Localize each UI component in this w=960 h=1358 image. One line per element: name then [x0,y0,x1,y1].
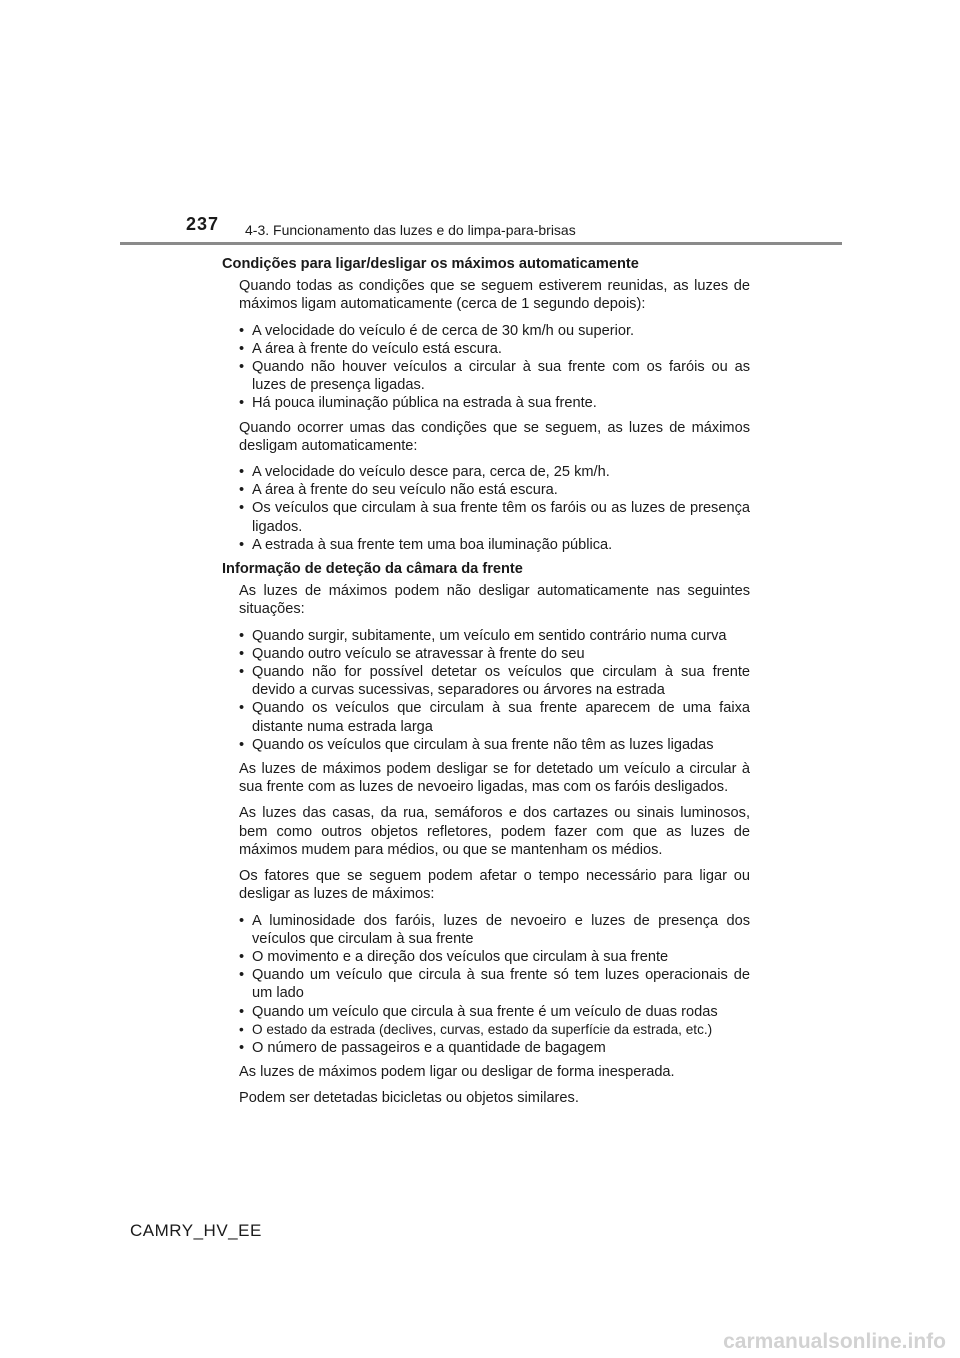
list-item: • O número de passageiros e a quantidade de bagagem [239,1039,750,1057]
list-item: • A área à frente do veículo está escura. [239,340,750,358]
bullet-list [239,912,750,1058]
section-auto-high-beam-conditions [222,255,750,554]
paragraph: Quando ocorrer umas das condições que se seguem, as luzes de máximos desligam automaticamente: [239,419,750,454]
paragraph: As luzes de máximos podem desligar se for detetado um veículo a circular à sua frente com as luzes de nevoeiro ligadas, mas com os faróis desligados. [239,761,750,796]
list-item: • Quando não for possível detetar os veículos que circulam à sua frente devido a curvas sucessivas, separadores ou árvores na estrada [239,663,750,699]
paragraph: Os fatores que se seguem podem afetar o tempo necessário para ligar ou desligar as luzes de máximos: [239,868,750,903]
list-item: • A estrada à sua frente tem uma boa iluminação pública. [239,536,750,554]
paragraph: Podem ser detetadas bicicletas ou objetos similares. [239,1090,579,1107]
bullet-list [239,463,750,554]
model-code: CAMRY_HV_EE [130,1221,262,1240]
header-rule [120,242,842,245]
list-item: • Há pouca iluminação pública na estrada à sua frente. [239,394,750,412]
list-item: • Quando os veículos que circulam à sua frente não têm as luzes ligadas [239,736,750,754]
list-item: • A velocidade do veículo desce para, cerca de, 25 km/h. [239,463,750,481]
list-item: • Os veículos que circulam à sua frente têm os faróis ou as luzes de presença ligados. [239,499,750,535]
list-item: • O movimento e a direção dos veículos que circulam à sua frente [239,948,750,966]
list-item: • Quando outro veículo se atravessar à frente do seu [239,645,750,663]
section-title: Condições para ligar/desligar os máximos automaticamente [222,256,639,272]
list-item: • O estado da estrada (declives, curvas, estado da superfície da estrada, etc.) [239,1021,750,1039]
list-item: • A velocidade do veículo é de cerca de 30 km/h ou superior. [239,322,750,340]
list-item: • Quando não houver veículos a circular à sua frente com os faróis ou as luzes de presença ligadas. [239,358,750,394]
list-item: • Quando surgir, subitamente, um veículo em sentido contrário numa curva [239,627,750,645]
paragraph: As luzes de máximos podem ligar ou desligar de forma inesperada. [239,1064,675,1081]
paragraph: Quando todas as condições que se seguem estiverem reunidas, as luzes de máximos ligam automaticamente (cerca de 1 segundo depois): [239,278,750,313]
list-item: • Quando um veículo que circula à sua frente só tem luzes operacionais de um lado [239,966,750,1002]
list-item: • Quando um veículo que circula à sua frente é um veículo de duas rodas [239,1003,750,1021]
watermark: carmanualsonline.info [723,1330,946,1353]
page-content [222,255,750,1116]
section-title: Informação de deteção da câmara da frente [222,561,523,578]
list-item: • A luminosidade dos faróis, luzes de nevoeiro e luzes de presença dos veículos que circulam à sua frente [239,912,750,948]
bullet-list [239,322,750,413]
paragraph: As luzes de máximos podem não desligar automaticamente nas seguintes situações: [239,583,750,618]
list-item: • Quando os veículos que circulam à sua frente aparecem de uma faixa distante numa estrada larga [239,699,750,735]
section-front-camera-detection [222,560,750,1107]
chapter-title: 4-3. Funcionamento das luzes e do limpa-para-brisas [245,222,576,238]
paragraph: As luzes das casas, da rua, semáforos e dos cartazes ou sinais luminosos, bem como outros objetos refletores, podem fazer com que as luzes de máximos mudem para médios, ou que se mantenham os médios. [239,805,750,858]
list-item: • A área à frente do seu veículo não está escura. [239,481,750,499]
page-number: 237 [186,214,220,234]
bullet-list [239,627,750,754]
